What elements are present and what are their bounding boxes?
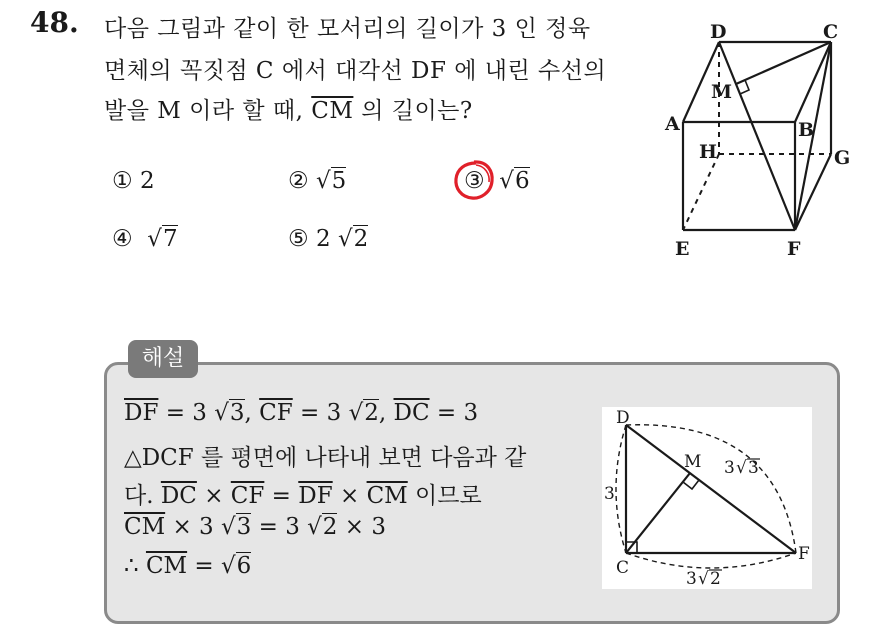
question-text-line-3: [104, 92, 473, 125]
label-c: C: [616, 558, 630, 578]
solution-line-4: $\overline{CM} \times 3$ √3 = 3 √2 × 3: [124, 514, 386, 540]
choice-value: 2: [140, 168, 155, 194]
choice-radicand: 5: [331, 168, 347, 194]
segment-cm: $\overline{CM}$: [311, 98, 354, 124]
solution-line-1: $\overline{DF} = 3$ √3, $\overline{CF} = 3$ √2, $\overline{DC} = 3$: [124, 400, 479, 426]
label-g: G: [834, 147, 851, 169]
solution-tag: 해설: [128, 340, 198, 378]
svg-text:√: √: [698, 569, 709, 589]
solution-line-2: △DCF 를 평면에 나타내 보면 다음과 같: [124, 445, 527, 471]
choice-2[interactable]: ② √5: [288, 168, 347, 194]
solution-line-3: 다. $\overline{DC} \times \overline{CF} = \overline{DF} \times \overline{CM}$ 이므로: [124, 483, 482, 509]
label-df-length: [724, 458, 760, 478]
svg-text:3: 3: [748, 458, 759, 478]
edge-bc: [795, 42, 831, 122]
label-a: A: [665, 113, 680, 135]
choice-1[interactable]: [112, 168, 155, 194]
label-f: F: [798, 544, 810, 564]
label-cf-length: [686, 569, 722, 589]
choice-marker: ⑤: [288, 226, 309, 252]
cube-diagram: [655, 18, 855, 263]
edge-he: [683, 154, 719, 230]
svg-text:2: 2: [710, 569, 721, 589]
choice-4[interactable]: ④ √7: [112, 226, 178, 252]
choice-marker: ③: [464, 168, 485, 194]
solution-line-5: ∴ $\overline{CM} = √6$: [124, 553, 252, 579]
label-side-dc: 3: [604, 484, 615, 504]
label-m: M: [684, 452, 702, 472]
svg-text:√: √: [736, 458, 747, 478]
question-number: 48.: [30, 6, 79, 39]
choice-radicand: 7: [162, 226, 178, 252]
choice-marker: ①: [112, 168, 133, 194]
diagonal-df: [719, 42, 795, 230]
choice-radicand: 6: [514, 168, 530, 194]
question-line-3-post: 의 길이는?: [353, 98, 473, 124]
label-b: B: [798, 119, 815, 141]
label-f: F: [787, 238, 801, 260]
choice-3[interactable]: ③ √6: [464, 168, 530, 194]
selected-answer-circle: [452, 158, 496, 202]
segment-cm: [736, 42, 831, 84]
choice-radicand: 2: [353, 226, 369, 252]
choice-marker: ②: [288, 168, 309, 194]
label-m: M: [711, 81, 733, 103]
question-text-line-1: 다음 그림과 같이 한 모서리의 길이가 3 인 정육: [104, 16, 591, 42]
choice-marker: ④: [112, 226, 133, 252]
label-h: H: [699, 141, 717, 163]
label-c: C: [823, 21, 839, 43]
svg-text:3: 3: [724, 458, 735, 478]
label-d: D: [710, 21, 727, 43]
choice-5[interactable]: ⑤ 2 √2: [288, 226, 369, 252]
triangle-diagram: [602, 407, 812, 589]
svg-text:3: 3: [686, 569, 697, 589]
edge-fg: [795, 154, 831, 230]
question-line-3-pre: 발을 M 이라 할 때,: [104, 98, 312, 124]
label-d: D: [616, 408, 630, 428]
label-e: E: [675, 238, 690, 260]
choice-value: 2: [316, 226, 338, 252]
question-text-line-2: 면체의 꼭짓점 C 에서 대각선 DF 에 내린 수선의: [104, 58, 607, 84]
